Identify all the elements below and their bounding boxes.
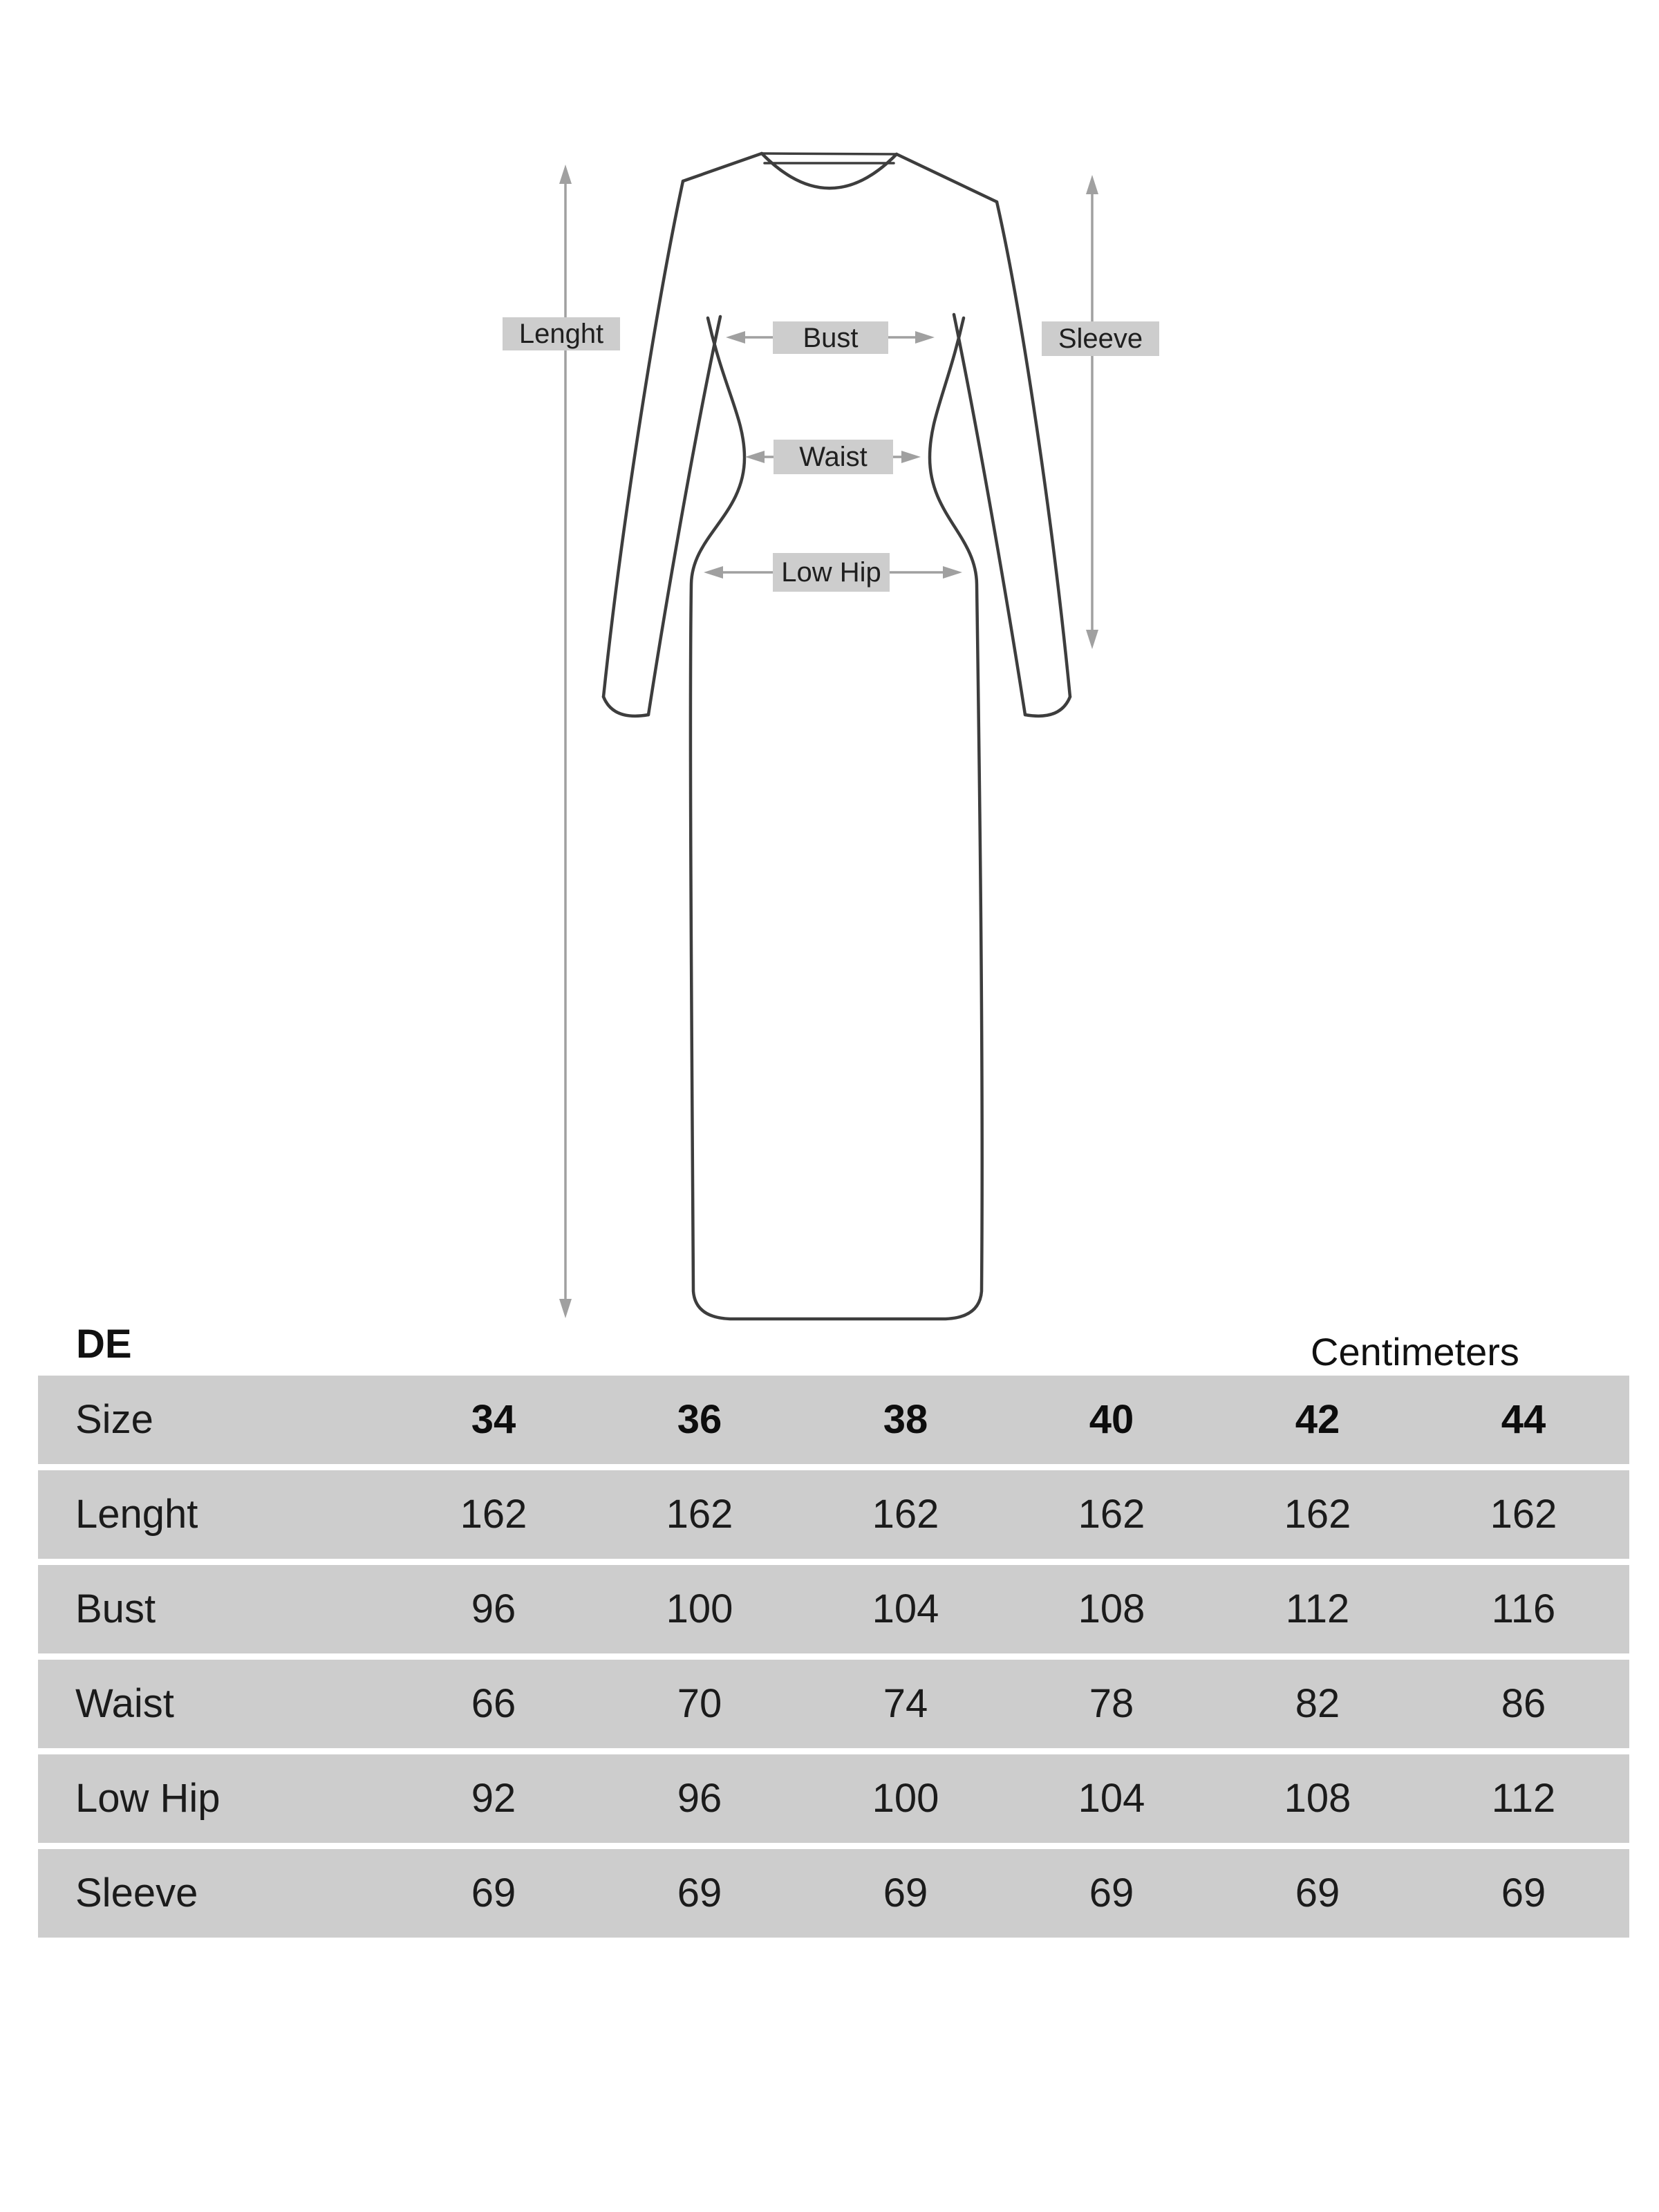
length-row <box>38 1470 1629 1559</box>
size-header-row <box>38 1376 1629 1464</box>
bust-row <box>38 1565 1629 1653</box>
row-label: Sleeve <box>75 1871 198 1915</box>
row-label: Bust <box>75 1586 156 1631</box>
unit-label: Centimeters <box>1311 1330 1519 1374</box>
sleeve-arrow <box>1086 175 1098 649</box>
waist-value: 66 <box>471 1681 516 1726</box>
low-hip-value: 108 <box>1284 1776 1351 1821</box>
length-value: 162 <box>872 1492 939 1537</box>
length-value: 162 <box>460 1492 527 1537</box>
size-col-42: 42 <box>1295 1397 1340 1442</box>
row-label: Waist <box>75 1681 174 1726</box>
bust-value: 104 <box>872 1586 939 1631</box>
waist-measure-label: Waist <box>774 440 893 474</box>
bust-value: 108 <box>1078 1586 1145 1631</box>
sleeve-value: 69 <box>883 1871 928 1915</box>
sleeve-value: 69 <box>1089 1871 1134 1915</box>
low-hip-value: 92 <box>471 1776 516 1821</box>
size-col-38: 38 <box>883 1397 928 1442</box>
length-measure-label: Lenght <box>503 317 620 350</box>
sleeve-value: 69 <box>1295 1871 1340 1915</box>
length-value: 162 <box>1490 1492 1557 1537</box>
size-col-44: 44 <box>1501 1397 1546 1442</box>
size-col-34: 34 <box>471 1397 516 1442</box>
waist-value: 78 <box>1089 1681 1134 1726</box>
low-hip-row <box>38 1754 1629 1843</box>
bust-measure-label: Bust <box>773 321 888 354</box>
length-value: 162 <box>666 1492 733 1537</box>
waist-value: 86 <box>1501 1681 1546 1726</box>
size-table <box>38 1376 1629 1944</box>
waist-row <box>38 1660 1629 1748</box>
bust-value: 96 <box>471 1586 516 1631</box>
low-hip-value: 96 <box>677 1776 722 1821</box>
row-label: Low Hip <box>75 1776 221 1821</box>
length-value: 162 <box>1284 1492 1351 1537</box>
region-label: DE <box>76 1322 132 1367</box>
size-col-36: 36 <box>677 1397 722 1442</box>
low-hip-value: 100 <box>872 1776 939 1821</box>
size-col-40: 40 <box>1089 1397 1134 1442</box>
length-value: 162 <box>1078 1492 1145 1537</box>
low-hip-measure-label: Low Hip <box>773 553 890 592</box>
row-label: Lenght <box>75 1492 198 1537</box>
low-hip-value: 112 <box>1491 1776 1556 1821</box>
waist-value: 82 <box>1295 1681 1340 1726</box>
sleeve-measure-label: Sleeve <box>1042 321 1159 356</box>
waist-value: 70 <box>677 1681 722 1726</box>
sleeve-value: 69 <box>1501 1871 1546 1915</box>
sleeve-value: 69 <box>677 1871 722 1915</box>
bust-value: 116 <box>1491 1586 1556 1631</box>
sleeve-row <box>38 1849 1629 1938</box>
bust-value: 100 <box>666 1586 733 1631</box>
bust-value: 112 <box>1285 1586 1350 1631</box>
sleeve-value: 69 <box>471 1871 516 1915</box>
waist-value: 74 <box>883 1681 928 1726</box>
low-hip-value: 104 <box>1078 1776 1145 1821</box>
size-header-label: Size <box>75 1397 153 1442</box>
